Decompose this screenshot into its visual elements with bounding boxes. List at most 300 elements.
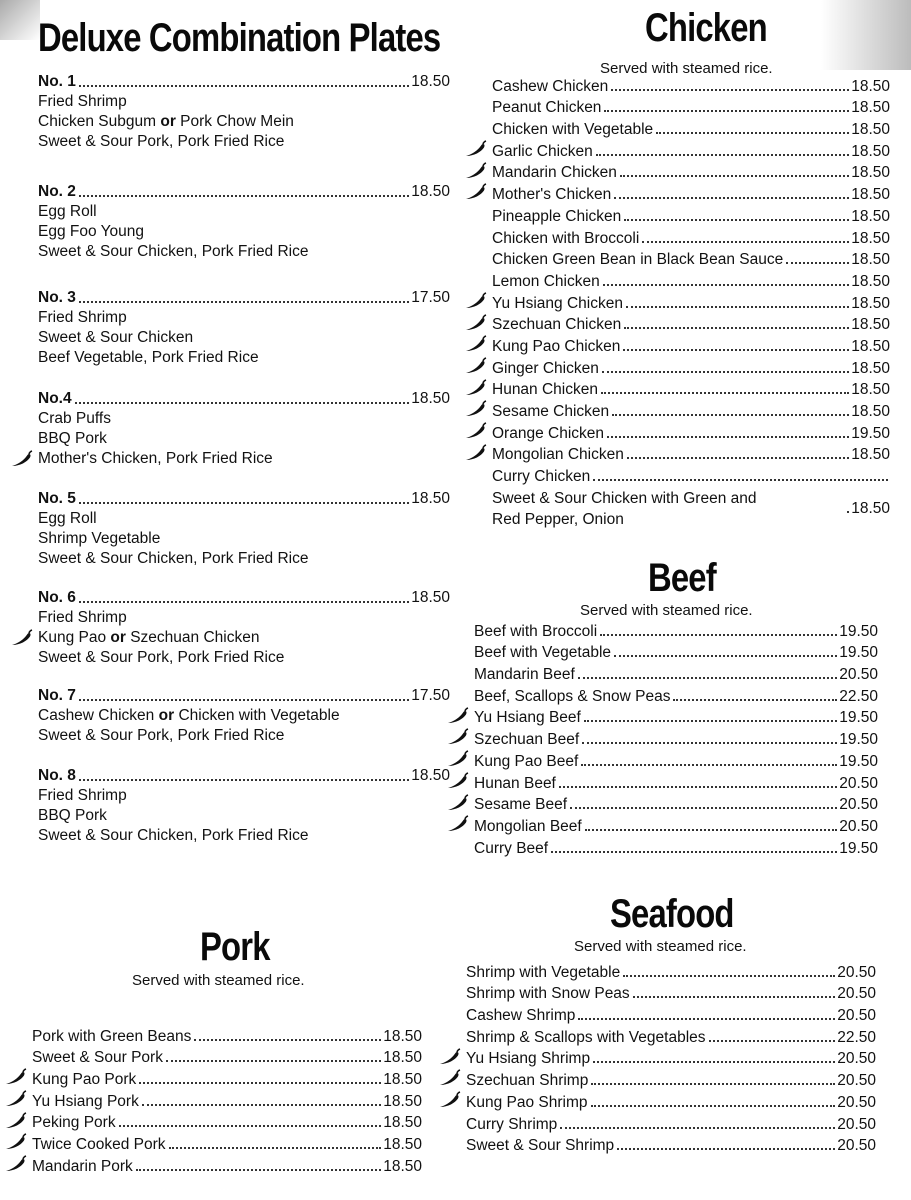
item-name: Chicken Green Bean in Black Bean Sauce — [492, 251, 784, 269]
combo-choice: Pork Chow Mein — [180, 113, 294, 130]
combo-label: No. 2 — [38, 183, 76, 200]
chili-pepper-icon — [4, 1090, 28, 1108]
dot-leader — [709, 1040, 836, 1042]
corner-shade-left — [0, 0, 40, 40]
combo-price: 18.50 — [411, 73, 450, 90]
chicken-list — [492, 74, 890, 530]
dot-leader — [581, 764, 837, 766]
menu-item — [474, 793, 878, 815]
item-price: 18.50 — [383, 1157, 422, 1175]
dot-leader — [596, 154, 849, 156]
combo-header — [38, 489, 450, 509]
menu-item — [492, 443, 890, 465]
item-name: Ginger Chicken — [492, 359, 599, 377]
combo-header — [38, 588, 450, 608]
item-name: Chicken with Broccoli — [492, 229, 640, 247]
combo-line-text: Sweet & Sour Pork, Pork Fried Rice — [38, 133, 285, 150]
item-price: 18.50 — [851, 499, 890, 517]
menu-item — [466, 1025, 876, 1047]
menu-item — [492, 204, 890, 226]
dot-leader — [602, 371, 849, 373]
dot-leader — [560, 1127, 835, 1129]
item-price: 20.50 — [837, 985, 876, 1003]
menu-item — [466, 1134, 876, 1156]
item-name: Beef with Vegetable — [474, 644, 612, 662]
seafood-subtitle: Served with steamed rice. — [574, 938, 747, 955]
item-price: 22.50 — [839, 687, 878, 705]
menu-item-price-row — [492, 496, 890, 518]
dot-leader — [601, 392, 849, 394]
combo-plate — [38, 389, 450, 469]
item-price: 18.50 — [851, 272, 890, 290]
chili-pepper-icon — [464, 314, 488, 332]
menu-item — [32, 1089, 422, 1111]
dot-leader — [623, 349, 849, 351]
combo-line — [38, 806, 450, 826]
combo-line-text: Egg Roll — [38, 510, 97, 527]
menu-item — [466, 1090, 876, 1112]
combo-price: 17.50 — [411, 687, 450, 704]
chili-pepper-icon — [4, 1155, 28, 1173]
combo-line — [38, 726, 450, 746]
item-name: Lemon Chicken — [492, 272, 600, 290]
combo-plate — [38, 588, 450, 668]
item-name: Szechuan Shrimp — [466, 1072, 589, 1090]
chicken-subtitle: Served with steamed rice. — [600, 60, 773, 77]
combo-price: 18.50 — [411, 183, 450, 200]
chili-pepper-icon — [438, 1069, 462, 1087]
menu-item — [466, 1047, 876, 1069]
combination-title: Deluxe Combination Plates — [38, 16, 441, 60]
combo-header — [38, 389, 450, 409]
chili-pepper-icon — [446, 772, 470, 790]
dot-leader — [585, 829, 837, 831]
dot-leader — [786, 262, 849, 264]
or-connector: or — [158, 707, 175, 724]
item-name: Sesame Chicken — [492, 403, 610, 420]
combo-line — [38, 242, 450, 262]
combo-label: No. 7 — [38, 687, 76, 704]
combo-plate — [38, 72, 450, 152]
dot-leader — [79, 779, 409, 781]
menu-item — [492, 117, 890, 139]
combo-line-text: BBQ Pork — [38, 430, 107, 447]
pork-list — [32, 1024, 422, 1176]
chili-pepper-icon — [446, 707, 470, 725]
combo-price: 18.50 — [411, 767, 450, 784]
combo-line — [38, 706, 450, 726]
combo-line — [38, 132, 450, 152]
combo-choice: Chicken Subgum — [38, 113, 157, 130]
combo-header — [38, 288, 450, 308]
menu-item — [466, 1068, 876, 1090]
beef-title: Beef — [648, 556, 716, 600]
item-name: Sesame Beef — [474, 796, 568, 814]
item-price: 18.50 — [851, 229, 890, 247]
dot-leader — [559, 786, 837, 788]
menu-item — [492, 356, 890, 378]
item-name: Kung Pao Beef — [474, 752, 579, 770]
or-connector: or — [110, 629, 126, 646]
menu-item — [492, 248, 890, 270]
combo-line-text: Sweet & Sour Chicken — [38, 329, 194, 346]
combo-line — [38, 529, 450, 549]
combo-line — [38, 202, 450, 222]
chili-pepper-icon — [4, 1068, 28, 1086]
item-price: 18.50 — [383, 1136, 422, 1154]
item-name: Hunan Beef — [474, 774, 556, 792]
item-price: 18.50 — [851, 446, 890, 464]
chili-pepper-icon — [464, 162, 488, 180]
menu-item — [492, 74, 890, 96]
item-name: Kung Pao Pork — [32, 1071, 137, 1089]
dot-leader — [578, 1018, 835, 1020]
menu-item — [32, 1154, 422, 1176]
dot-leader — [656, 132, 849, 134]
chili-pepper-icon — [446, 794, 470, 812]
dot-leader — [139, 1082, 381, 1084]
item-name: Orange Chicken — [492, 424, 605, 442]
item-price: 18.50 — [851, 403, 890, 420]
chili-pepper-icon — [10, 450, 34, 468]
menu-item-multiline — [492, 486, 890, 530]
pork-title: Pork — [200, 925, 270, 969]
combo-line — [38, 628, 450, 648]
combo-choice: Cashew Chicken — [38, 707, 155, 724]
dot-leader — [194, 1039, 381, 1041]
item-name: Yu Hsiang Shrimp — [466, 1050, 591, 1068]
item-name: Shrimp with Snow Peas — [466, 985, 630, 1003]
menu-item — [492, 421, 890, 443]
combo-label: No.4 — [38, 390, 72, 407]
item-price: 18.50 — [383, 1092, 422, 1110]
combo-price: 17.50 — [411, 289, 450, 306]
menu-item — [474, 706, 878, 728]
dot-leader — [617, 1148, 835, 1150]
combo-line — [38, 826, 450, 846]
dot-leader — [79, 195, 409, 197]
dot-leader — [847, 511, 849, 513]
dot-leader — [591, 1105, 836, 1107]
item-price: 18.50 — [851, 294, 890, 312]
menu-item — [492, 291, 890, 313]
combo-plate — [38, 288, 450, 368]
combo-label: No. 3 — [38, 289, 76, 306]
combo-line-text: BBQ Pork — [38, 807, 107, 824]
item-price: 19.50 — [839, 644, 878, 662]
chicken-title: Chicken — [645, 6, 767, 50]
chili-pepper-icon — [438, 1048, 462, 1066]
dot-leader — [582, 742, 837, 744]
dot-leader — [79, 301, 409, 303]
menu-item — [466, 982, 876, 1004]
item-name: Beef, Scallops & Snow Peas — [474, 687, 671, 705]
menu-item — [492, 269, 890, 291]
dot-leader — [673, 699, 837, 701]
dot-leader — [642, 241, 849, 243]
item-name: Szechuan Chicken — [492, 316, 622, 334]
menu-item — [466, 1003, 876, 1025]
item-name: Mother's Chicken — [492, 186, 612, 204]
dot-leader — [600, 634, 837, 636]
combo-line-text: Fried Shrimp — [38, 609, 127, 626]
chili-pepper-icon — [464, 292, 488, 310]
item-price: 20.50 — [837, 963, 876, 981]
combo-line — [38, 786, 450, 806]
dot-leader — [607, 436, 849, 438]
chili-pepper-icon — [464, 422, 488, 440]
chili-pepper-icon — [464, 140, 488, 158]
dot-leader — [604, 110, 849, 112]
chili-pepper-icon — [464, 357, 488, 375]
combo-line — [38, 348, 450, 368]
combo-plate — [38, 182, 450, 262]
item-name: Pork with Green Beans — [32, 1027, 192, 1045]
dot-leader — [584, 720, 837, 722]
combo-line — [38, 92, 450, 112]
menu-item — [32, 1024, 422, 1046]
chili-pepper-icon — [464, 379, 488, 397]
item-price: 18.50 — [383, 1027, 422, 1045]
combo-line — [38, 112, 450, 132]
item-price: 19.50 — [851, 424, 890, 442]
chili-pepper-icon — [446, 815, 470, 833]
combo-line-text: Sweet & Sour Chicken, Pork Fried Rice — [38, 243, 309, 260]
item-price: 20.50 — [837, 1072, 876, 1090]
dot-leader — [620, 175, 849, 177]
item-name: Curry Beef — [474, 839, 549, 857]
menu-item — [492, 378, 890, 400]
combo-line-text: Egg Roll — [38, 203, 97, 220]
combo-plate — [38, 686, 450, 746]
chili-pepper-icon — [446, 750, 470, 768]
item-name: Yu Hsiang Beef — [474, 709, 581, 727]
menu-item — [474, 749, 878, 771]
item-price: 18.50 — [383, 1114, 422, 1132]
menu-item — [492, 161, 890, 183]
item-price: 20.50 — [837, 1137, 876, 1155]
chili-pepper-icon — [446, 728, 470, 746]
item-name: Cashew Chicken — [492, 77, 609, 95]
menu-item — [492, 226, 890, 248]
combo-line-text: Fried Shrimp — [38, 787, 127, 804]
combo-line-text: Sweet & Sour Chicken, Pork Fried Rice — [38, 827, 309, 844]
dot-leader — [614, 197, 849, 199]
beef-list — [474, 619, 878, 858]
combo-label: No. 1 — [38, 73, 76, 90]
dot-leader — [603, 284, 850, 286]
combo-price: 18.50 — [411, 589, 450, 606]
menu-item — [492, 464, 890, 486]
menu-item — [492, 182, 890, 204]
menu-item — [32, 1046, 422, 1068]
combo-choice: Szechuan Chicken — [130, 629, 260, 646]
beef-subtitle: Served with steamed rice. — [580, 602, 753, 619]
combo-label: No. 5 — [38, 490, 76, 507]
combo-choice: Chicken with Vegetable — [178, 707, 340, 724]
combo-label: No. 6 — [38, 589, 76, 606]
menu-item — [492, 399, 890, 421]
item-name: Szechuan Beef — [474, 731, 580, 749]
dot-leader — [614, 655, 837, 657]
item-price: 19.50 — [839, 622, 878, 640]
menu-item — [474, 619, 878, 641]
combo-line-text: Sweet & Sour Chicken, Pork Fried Rice — [38, 550, 309, 567]
combo-line — [38, 449, 450, 469]
item-name: Yu Hsiang Pork — [32, 1092, 139, 1110]
combo-line-text: Sweet & Sour Pork, Pork Fried Rice — [38, 727, 285, 744]
dot-leader — [591, 1083, 835, 1085]
chili-pepper-icon — [464, 335, 488, 353]
item-price: 22.50 — [837, 1028, 876, 1046]
item-price: 18.50 — [383, 1049, 422, 1067]
item-price: 18.50 — [851, 121, 890, 139]
combo-header — [38, 686, 450, 706]
chili-pepper-icon — [464, 444, 488, 462]
item-name: Twice Cooked Pork — [32, 1136, 166, 1154]
item-price: 18.50 — [851, 142, 890, 160]
combo-line — [38, 328, 450, 348]
dot-leader — [79, 699, 409, 701]
menu-item — [492, 313, 890, 335]
item-price: 18.50 — [851, 99, 890, 117]
dot-leader — [624, 327, 849, 329]
menu-item — [32, 1111, 422, 1133]
seafood-list — [466, 960, 876, 1155]
corner-shade — [821, 0, 911, 70]
dot-leader — [612, 414, 849, 416]
item-price: 18.50 — [851, 337, 890, 355]
dot-leader — [623, 975, 835, 977]
combo-line-text: Beef Vegetable, Pork Fried Rice — [38, 349, 259, 366]
combo-line-text: Fried Shrimp — [38, 93, 127, 110]
dot-leader — [627, 457, 849, 459]
item-price: 19.50 — [839, 839, 878, 857]
item-price: 18.50 — [851, 207, 890, 225]
item-price: 18.50 — [851, 186, 890, 204]
item-price: 20.50 — [839, 817, 878, 835]
item-name: Mongolian Beef — [474, 817, 582, 835]
dot-leader — [611, 89, 849, 91]
item-price: 18.50 — [851, 381, 890, 399]
chili-pepper-icon — [4, 1133, 28, 1151]
menu-item — [474, 684, 878, 706]
combo-plate — [38, 489, 450, 569]
menu-item — [466, 1112, 876, 1134]
item-name: Mandarin Beef — [474, 666, 575, 684]
combo-line-text: Shrimp Vegetable — [38, 530, 161, 547]
item-name: Kung Pao Shrimp — [466, 1093, 588, 1111]
menu-item — [32, 1067, 422, 1089]
combo-line — [38, 549, 450, 569]
item-name: Shrimp with Vegetable — [466, 963, 621, 981]
menu-item — [474, 727, 878, 749]
chili-pepper-icon — [438, 1091, 462, 1109]
item-name: Beef with Broccoli — [474, 622, 598, 640]
combo-line-text: Fried Shrimp — [38, 309, 127, 326]
item-name: Chicken with Vegetable — [492, 121, 654, 139]
item-price: 20.50 — [839, 774, 878, 792]
dot-leader — [593, 1061, 835, 1063]
item-name: Peking Pork — [32, 1114, 116, 1132]
item-name: Curry Chicken — [492, 468, 591, 486]
or-connector: or — [160, 113, 176, 130]
chili-pepper-icon — [10, 629, 34, 647]
combo-header — [38, 72, 450, 92]
combo-line — [38, 509, 450, 529]
item-price: 18.50 — [851, 316, 890, 334]
menu-item — [492, 139, 890, 161]
item-name: Sweet & Sour Pork — [32, 1049, 163, 1067]
combo-line — [38, 409, 450, 429]
dot-leader — [626, 306, 849, 308]
item-name: Mongolian Chicken — [492, 446, 624, 464]
combo-header — [38, 766, 450, 786]
menu-item — [492, 96, 890, 118]
item-price: 18.50 — [383, 1071, 422, 1089]
item-name: Garlic Chicken — [492, 142, 593, 160]
item-price: 20.50 — [837, 1115, 876, 1133]
dot-leader — [142, 1104, 381, 1106]
item-price: 20.50 — [839, 796, 878, 814]
dot-leader — [624, 219, 849, 221]
pork-subtitle: Served with steamed rice. — [132, 972, 305, 989]
menu-item — [492, 334, 890, 356]
dot-leader — [593, 479, 888, 481]
item-name: Mandarin Chicken — [492, 164, 617, 182]
item-price: 18.50 — [851, 77, 890, 95]
menu-item — [32, 1132, 422, 1154]
menu-item — [474, 836, 878, 858]
combo-choice: Kung Pao — [38, 629, 107, 646]
item-name: Hunan Chicken — [492, 381, 598, 399]
combo-line-text: Mother's Chicken, Pork Fried Rice — [38, 450, 273, 467]
menu-item — [466, 960, 876, 982]
dot-leader — [75, 402, 410, 404]
chili-pepper-icon — [464, 183, 488, 201]
combo-line-text: Egg Foo Young — [38, 223, 145, 240]
item-name: Yu Hsiang Chicken — [492, 294, 623, 312]
item-name: Pineapple Chicken — [492, 207, 622, 225]
item-price: 20.50 — [837, 1093, 876, 1111]
item-price: 19.50 — [839, 709, 878, 727]
dot-leader — [79, 85, 409, 87]
combo-header — [38, 182, 450, 202]
dot-leader — [578, 677, 837, 679]
item-name: Mandarin Pork — [32, 1157, 133, 1175]
chili-pepper-icon — [464, 400, 488, 418]
dot-leader — [79, 502, 409, 504]
combo-plate — [38, 766, 450, 846]
item-name: Sweet & Sour Shrimp — [466, 1137, 615, 1155]
combo-line — [38, 429, 450, 449]
item-price: 19.50 — [839, 731, 878, 749]
combo-line — [38, 648, 450, 668]
combo-price: 18.50 — [411, 490, 450, 507]
dot-leader — [633, 996, 836, 998]
dot-leader — [570, 807, 837, 809]
combo-line — [38, 308, 450, 328]
item-name: Peanut Chicken — [492, 99, 602, 117]
item-price: 18.50 — [851, 251, 890, 269]
dot-leader — [119, 1125, 382, 1127]
item-name: Shrimp & Scallops with Vegetables — [466, 1028, 706, 1046]
dot-leader — [166, 1060, 381, 1062]
item-price: 20.50 — [839, 666, 878, 684]
combo-line — [38, 222, 450, 242]
menu-item — [474, 641, 878, 663]
combo-line-text: Crab Puffs — [38, 410, 111, 427]
